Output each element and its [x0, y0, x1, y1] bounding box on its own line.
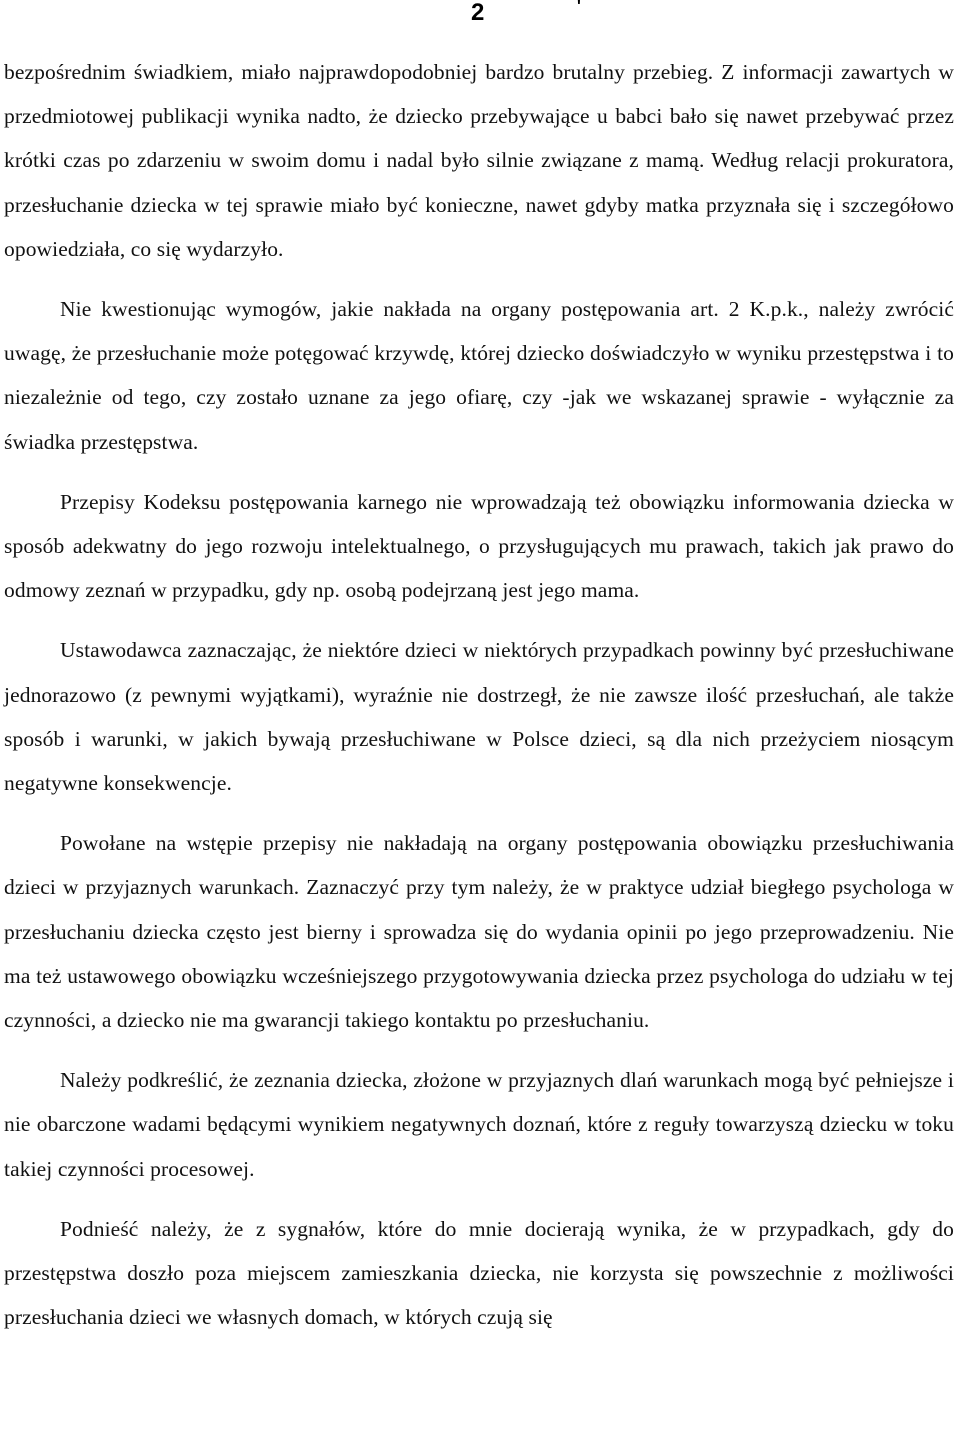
paragraph-continuation: bezpośrednim świadkiem, miało najprawdopodobniej bardzo brutalny przebieg. Z informacji zawartych w przedmiotowej publikacji wynika nadto, że dziecko przebywające u babci bało się nawet przebywać przez krótki czas po zdarzeniu w swoim domu i nadal było silnie związane z mamą. Według relacji prokuratora, przesłuchanie dziecka w tej sprawie miało być konieczne, nawet gdyby matka przyznała się i szczegółowo opowiedziała, co się wydarzyło. [4, 60, 954, 261]
paragraph-friendly-conditions: Powołane na wstępie przepisy nie nakładają na organy postępowania obowiązku przesłuchiwania dzieci w przyjaznych warunkach. Zaznaczyć przy tym należy, że w praktyce udział biegłego psychologa w przesłuchaniu dziecka często jest bierny i sprowadza się do wydania opinii po jego przeprowadzeniu. Nie ma też ustawowego obowiązku wcześniejszego przygotowywania dziecka przez psychologa do udziału w tej czynności, a dziecko nie ma gwarancji takiego kontaktu po przesłuchaniu. [4, 831, 954, 1033]
paragraph-art-2-kpk: Nie kwestionując wymogów, jakie nakłada na organy postępowania art. 2 K.p.k., należy zwrócić uwagę, że przesłuchanie może potęgować krzywdę, której dziecko doświadczyło w wyniku przestępstwa i to niezależnie od tego, czy zostało uznane za jego ofiarę, czy -jak we wskazanej sprawie - wyłącznie za świadka przestępstwa. [4, 297, 954, 454]
header-mark: ' [577, 0, 581, 15]
paragraph-testimony-quality: Należy podkreślić, że zeznania dziecka, złożone w przyjaznych dlań warunkach mogą być pełniejsze i nie obarczone wadami będącymi wynikiem negatywnych doznań, które z reguły towarzyszą dziecku w toku takiej czynności procesowej. [4, 1068, 954, 1181]
paragraph-home-hearings: Podnieść należy, że z sygnałów, które do mnie docierają wynika, że w przypadkach, gdy do przestępstwa doszło poza miejscem zamieszkania dziecka, nie korzysta się powszechnie z możliwości przesłuchania dzieci we własnych domach, w których czują się [4, 1216, 954, 1330]
page-number: 2 [471, 0, 485, 26]
paragraph-single-hearing: Ustawodawca zaznaczając, że niektóre dzieci w niektórych przypadkach powinny być przesłuchiwane jednorazowo (z pewnymi wyjątkami), wyraźnie nie dostrzegł, że nie zawsze ilość przesłuchań, ale także sposób i warunki, w jakich bywają przesłuchiwane w Polsce dzieci, są dla nich przeżyciem niosącym negatywne konsekwencje. [4, 638, 954, 796]
paragraph-child-rights-information: Przepisy Kodeksu postępowania karnego nie wprowadzają też obowiązku informowania dziecka w sposób adekwatny do jego rozwoju intelektualnego, o przysługujących mu prawach, takich jak prawo do odmowy zeznań w przypadku, gdy np. osobą podejrzaną jest jego mama. [4, 489, 954, 603]
document-body [4, 50, 954, 1339]
page-header [0, 0, 960, 30]
